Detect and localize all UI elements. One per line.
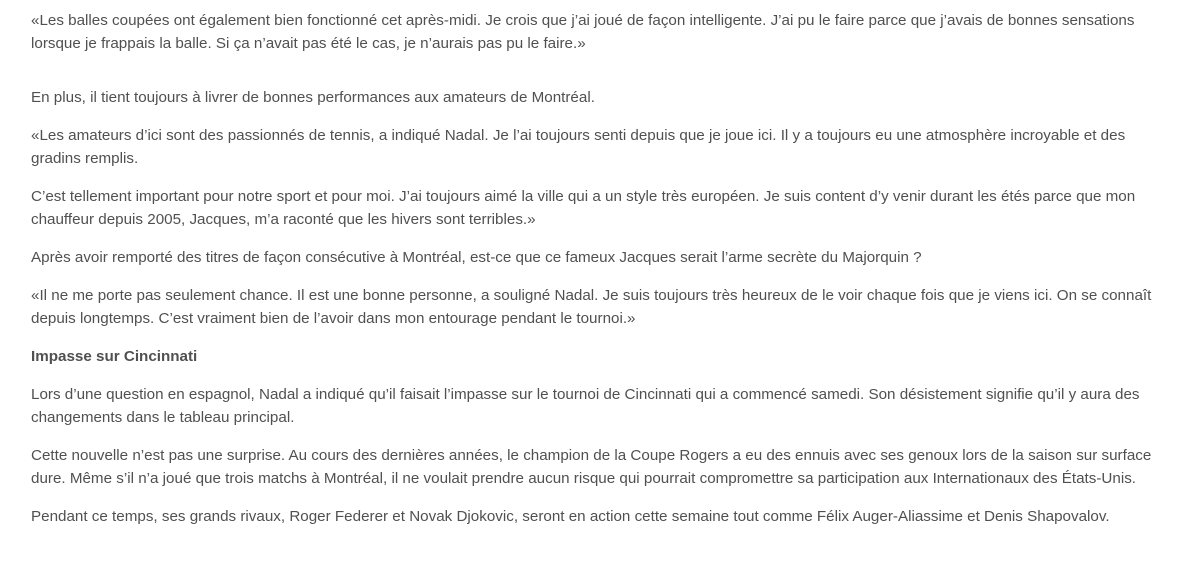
paragraph-surprise: Cette nouvelle n’est pas une surprise. Au cours des dernières années, le champion de la Coupe Rogers a eu des ennuis avec ses genoux lors de la saison sur surface dure. Même s’il n’a joué que trois matchs à Montréal, il ne voulait prendre aucun risque qui pourrait compromettre sa participation aux Internationaux des États-Unis.: [31, 447, 1152, 487]
section-subheading: Impasse sur Cincinnati: [31, 348, 198, 365]
paragraph-quote-amateurs: «Les amateurs d’ici sont des passionnés de tennis, a indiqué Nadal. Je l’ai toujours senti depuis que je joue ici. Il y a toujours eu une atmosphère incroyable et des gradins remplis.: [31, 127, 1126, 167]
paragraph-cincinnati: Lors d’une question en espagnol, Nadal a indiqué qu’il faisait l’impasse sur le tournoi de Cincinnati qui a commencé samedi. Son désistement signifie qu’il y aura des changements dans le tableau principal.: [31, 386, 1140, 426]
paragraph-quote-balles-coupees: «Les balles coupées ont également bien fonctionné cet après-midi. Je crois que j’ai joué de façon intelligente. J’ai pu le faire parce que j’avais de bonnes sensations lorsque je frappais la balle. Si ça n’avait pas été le cas, je n’aurais pas pu le faire.»: [31, 12, 1135, 52]
paragraph-quote-chance: «Il ne me porte pas seulement chance. Il est une bonne personne, a souligné Nadal. Je suis toujours très heureux de le voir chaque fois que je viens ici. On se connaît depuis longtemps. C’est vraiment bien de l’avoir dans mon entourage pendant le tournoi.»: [31, 287, 1152, 327]
paragraph-rivaux: Pendant ce temps, ses grands rivaux, Roger Federer et Novak Djokovic, seront en action cette semaine tout comme Félix Auger-Aliassime et Denis Shapovalov.: [31, 508, 1110, 525]
paragraph-quote-chauffeur: C’est tellement important pour notre sport et pour moi. J’ai toujours aimé la ville qui a un style très européen. Je suis content d’y venir durant les étés parce que mon chauffeur depuis 2005, Jacques, m’a raconté que les hivers sont terribles.»: [31, 188, 1136, 228]
paragraph-question-jacques: Après avoir remporté des titres de façon consécutive à Montréal, est-ce que ce fameux Jacques serait l’arme secrète du Majorquin ?: [31, 249, 922, 266]
paragraph-amateurs-montreal: En plus, il tient toujours à livrer de bonnes performances aux amateurs de Montréal.: [31, 89, 595, 106]
